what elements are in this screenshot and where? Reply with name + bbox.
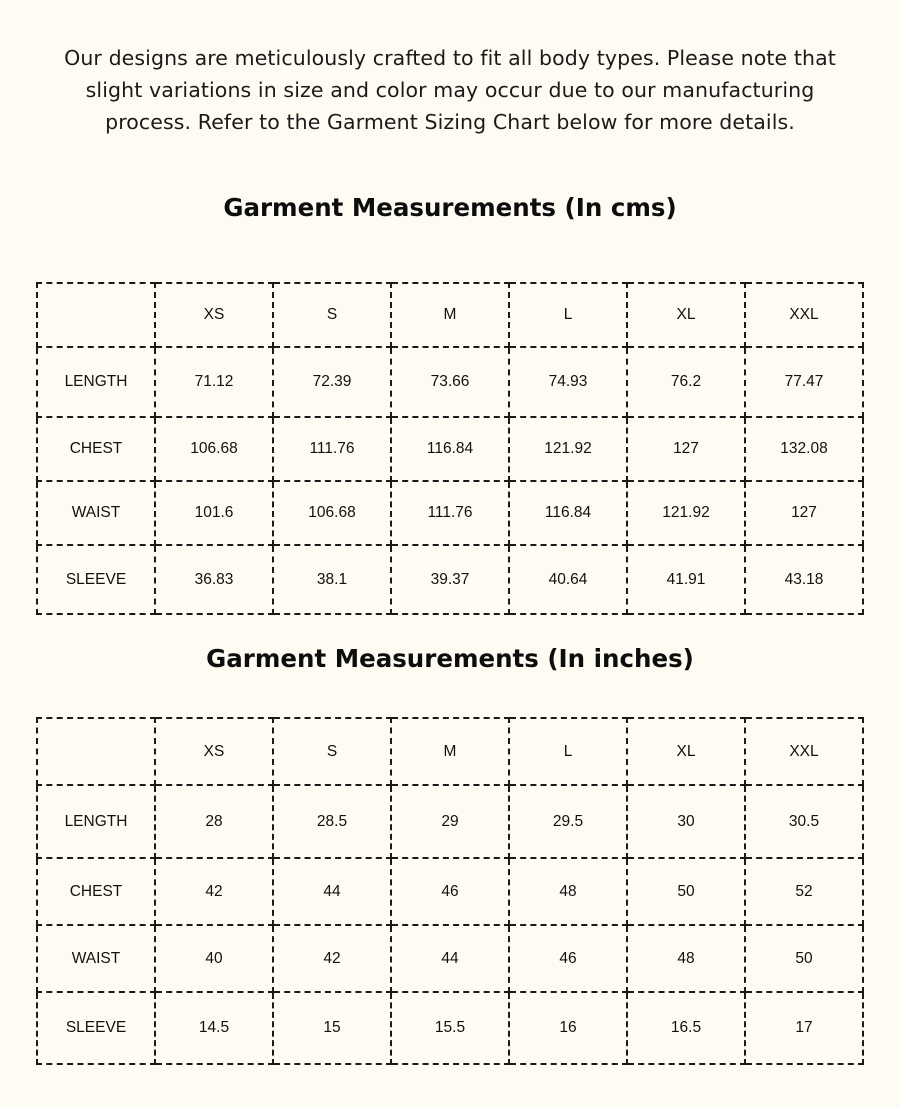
corner-cell <box>37 283 155 347</box>
measurement-cell: 116.84 <box>391 417 509 481</box>
measurement-cell: 121.92 <box>509 417 627 481</box>
table-row <box>37 925 863 992</box>
measurement-cell: 46 <box>509 925 627 992</box>
measurement-cell: 40 <box>155 925 273 992</box>
size-header: XXL <box>745 718 863 785</box>
measurement-cell: 17 <box>745 992 863 1064</box>
measurement-cell: 52 <box>745 858 863 925</box>
measurement-cell: 106.68 <box>155 417 273 481</box>
measurement-cell: 77.47 <box>745 347 863 417</box>
measurement-cell: 16 <box>509 992 627 1064</box>
corner-cell <box>37 718 155 785</box>
measurement-cell: 29 <box>391 785 509 858</box>
size-header: XL <box>627 718 745 785</box>
inch-table-title: Garment Measurements (In inches) <box>206 644 694 673</box>
size-chart-cm <box>36 282 864 615</box>
size-chart-inches <box>36 717 864 1065</box>
measurement-cell: 127 <box>745 481 863 545</box>
measurement-cell: 106.68 <box>273 481 391 545</box>
intro-text: Our designs are meticulously crafted to fit all body types. Please note that slight variations in size and color may occur due to our manufacturing process. Refer to the Garment Sizing Chart below for more details. <box>64 46 836 134</box>
measurement-cell: 116.84 <box>509 481 627 545</box>
measurement-cell: 14.5 <box>155 992 273 1064</box>
measurement-cell: 44 <box>391 925 509 992</box>
table-row <box>37 992 863 1064</box>
measurement-cell: 29.5 <box>509 785 627 858</box>
measurement-cell: 16.5 <box>627 992 745 1064</box>
row-label: WAIST <box>37 925 155 992</box>
size-header: XS <box>155 718 273 785</box>
row-label: SLEEVE <box>37 992 155 1064</box>
measurement-cell: 44 <box>273 858 391 925</box>
measurement-cell: 30.5 <box>745 785 863 858</box>
row-label: SLEEVE <box>37 545 155 614</box>
row-label: CHEST <box>37 417 155 481</box>
size-header: XXL <box>745 283 863 347</box>
measurement-cell: 76.2 <box>627 347 745 417</box>
row-label: LENGTH <box>37 347 155 417</box>
table-row <box>37 545 863 614</box>
measurement-cell: 101.6 <box>155 481 273 545</box>
row-label: WAIST <box>37 481 155 545</box>
measurement-cell: 111.76 <box>391 481 509 545</box>
measurement-cell: 132.08 <box>745 417 863 481</box>
size-header: XL <box>627 283 745 347</box>
measurement-cell: 30 <box>627 785 745 858</box>
size-header: S <box>273 718 391 785</box>
measurement-cell: 15.5 <box>391 992 509 1064</box>
measurement-cell: 48 <box>509 858 627 925</box>
measurement-cell: 42 <box>273 925 391 992</box>
size-header: M <box>391 718 509 785</box>
measurement-cell: 121.92 <box>627 481 745 545</box>
measurement-cell: 71.12 <box>155 347 273 417</box>
table-row <box>37 481 863 545</box>
measurement-cell: 50 <box>745 925 863 992</box>
measurement-cell: 43.18 <box>745 545 863 614</box>
measurement-cell: 41.91 <box>627 545 745 614</box>
measurement-cell: 28.5 <box>273 785 391 858</box>
header-row <box>37 283 863 347</box>
size-header: S <box>273 283 391 347</box>
measurement-cell: 111.76 <box>273 417 391 481</box>
row-label: CHEST <box>37 858 155 925</box>
size-header: XS <box>155 283 273 347</box>
measurement-cell: 74.93 <box>509 347 627 417</box>
measurement-cell: 50 <box>627 858 745 925</box>
table-row <box>37 858 863 925</box>
measurement-cell: 38.1 <box>273 545 391 614</box>
size-header: L <box>509 718 627 785</box>
measurement-cell: 40.64 <box>509 545 627 614</box>
measurement-cell: 15 <box>273 992 391 1064</box>
measurement-cell: 127 <box>627 417 745 481</box>
size-header: M <box>391 283 509 347</box>
measurement-cell: 72.39 <box>273 347 391 417</box>
measurement-cell: 28 <box>155 785 273 858</box>
cm-table-title: Garment Measurements (In cms) <box>223 193 677 222</box>
table-row <box>37 417 863 481</box>
table-row <box>37 347 863 417</box>
header-row <box>37 718 863 785</box>
measurement-cell: 73.66 <box>391 347 509 417</box>
table-row <box>37 785 863 858</box>
measurement-cell: 46 <box>391 858 509 925</box>
size-header: L <box>509 283 627 347</box>
measurement-cell: 42 <box>155 858 273 925</box>
row-label: LENGTH <box>37 785 155 858</box>
measurement-cell: 36.83 <box>155 545 273 614</box>
measurement-cell: 39.37 <box>391 545 509 614</box>
measurement-cell: 48 <box>627 925 745 992</box>
